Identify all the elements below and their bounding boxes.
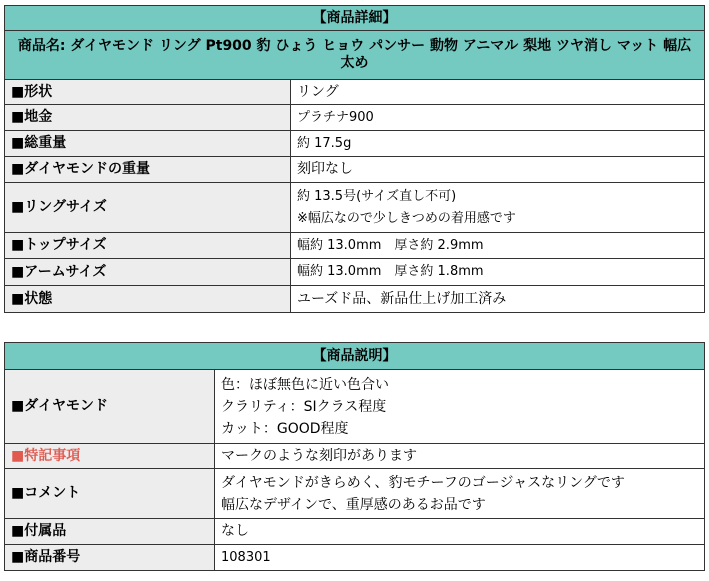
comment-line-2: 幅広なデザインで、重厚感のあるお品です: [221, 496, 486, 513]
row-value-condition: ユーズド品、新品仕上げ加工済み: [291, 286, 705, 313]
diamond-color-line: 色：ほぼ無色に近い色合い: [221, 376, 389, 393]
row-value-arm-size: 幅約 13.0mm 厚さ約 1.8mm: [291, 259, 705, 286]
row-label-ring-size: ■リングサイズ: [5, 183, 291, 233]
row-value-ring-size: [291, 183, 705, 233]
row-label-diamond-weight: ■ダイヤモンドの重量: [5, 157, 291, 183]
diamond-clarity-line: クラリティ：SIクラス程度: [221, 398, 387, 415]
row-value-product-number: 108301: [215, 545, 705, 571]
row-label-condition: ■状態: [5, 286, 291, 313]
ring-size-line-2: ※幅広なので少しきつめの着用感です: [297, 210, 516, 226]
diamond-cut-line: カット：GOOD程度: [221, 420, 349, 437]
row-value-diamond: [215, 370, 705, 444]
row-label-special-notes: ■特記事項: [5, 444, 215, 469]
comment-line-1: ダイヤモンドがきらめく、豹モチーフのゴージャスなリングです: [221, 474, 625, 491]
product-details-table: [4, 5, 705, 313]
row-value-diamond-weight: 刻印なし: [291, 157, 705, 183]
row-label-metal: ■地金: [5, 105, 291, 131]
row-label-arm-size: ■アームサイズ: [5, 259, 291, 286]
row-value-shape: リング: [291, 80, 705, 105]
row-label-total-weight: ■総重量: [5, 131, 291, 157]
row-label-diamond: ■ダイヤモンド: [5, 370, 215, 444]
row-value-total-weight: 約 17.5g: [291, 131, 705, 157]
row-value-metal: プラチナ900: [291, 105, 705, 131]
row-label-accessories: ■付属品: [5, 519, 215, 545]
product-description-table: [4, 342, 705, 571]
row-label-top-size: ■トップサイズ: [5, 233, 291, 259]
product-name: 商品名: ダイヤモンド リング Pt900 豹 ひょう ヒョウ パンサー 動物 アニマル 梨地 ツヤ消し マット 幅広 太め: [5, 31, 705, 80]
details-header: 【商品詳細】: [5, 6, 705, 31]
row-label-shape: ■形状: [5, 80, 291, 105]
description-header: 【商品説明】: [5, 343, 705, 370]
ring-size-line-1: 約 13.5号(サイズ直し不可): [297, 188, 457, 204]
row-value-accessories: なし: [215, 519, 705, 545]
row-value-top-size: 幅約 13.0mm 厚さ約 2.9mm: [291, 233, 705, 259]
row-label-product-number: ■商品番号: [5, 545, 215, 571]
row-value-comment: [215, 469, 705, 519]
row-label-comment: ■コメント: [5, 469, 215, 519]
row-value-special-notes: マークのような刻印があります: [215, 444, 705, 469]
